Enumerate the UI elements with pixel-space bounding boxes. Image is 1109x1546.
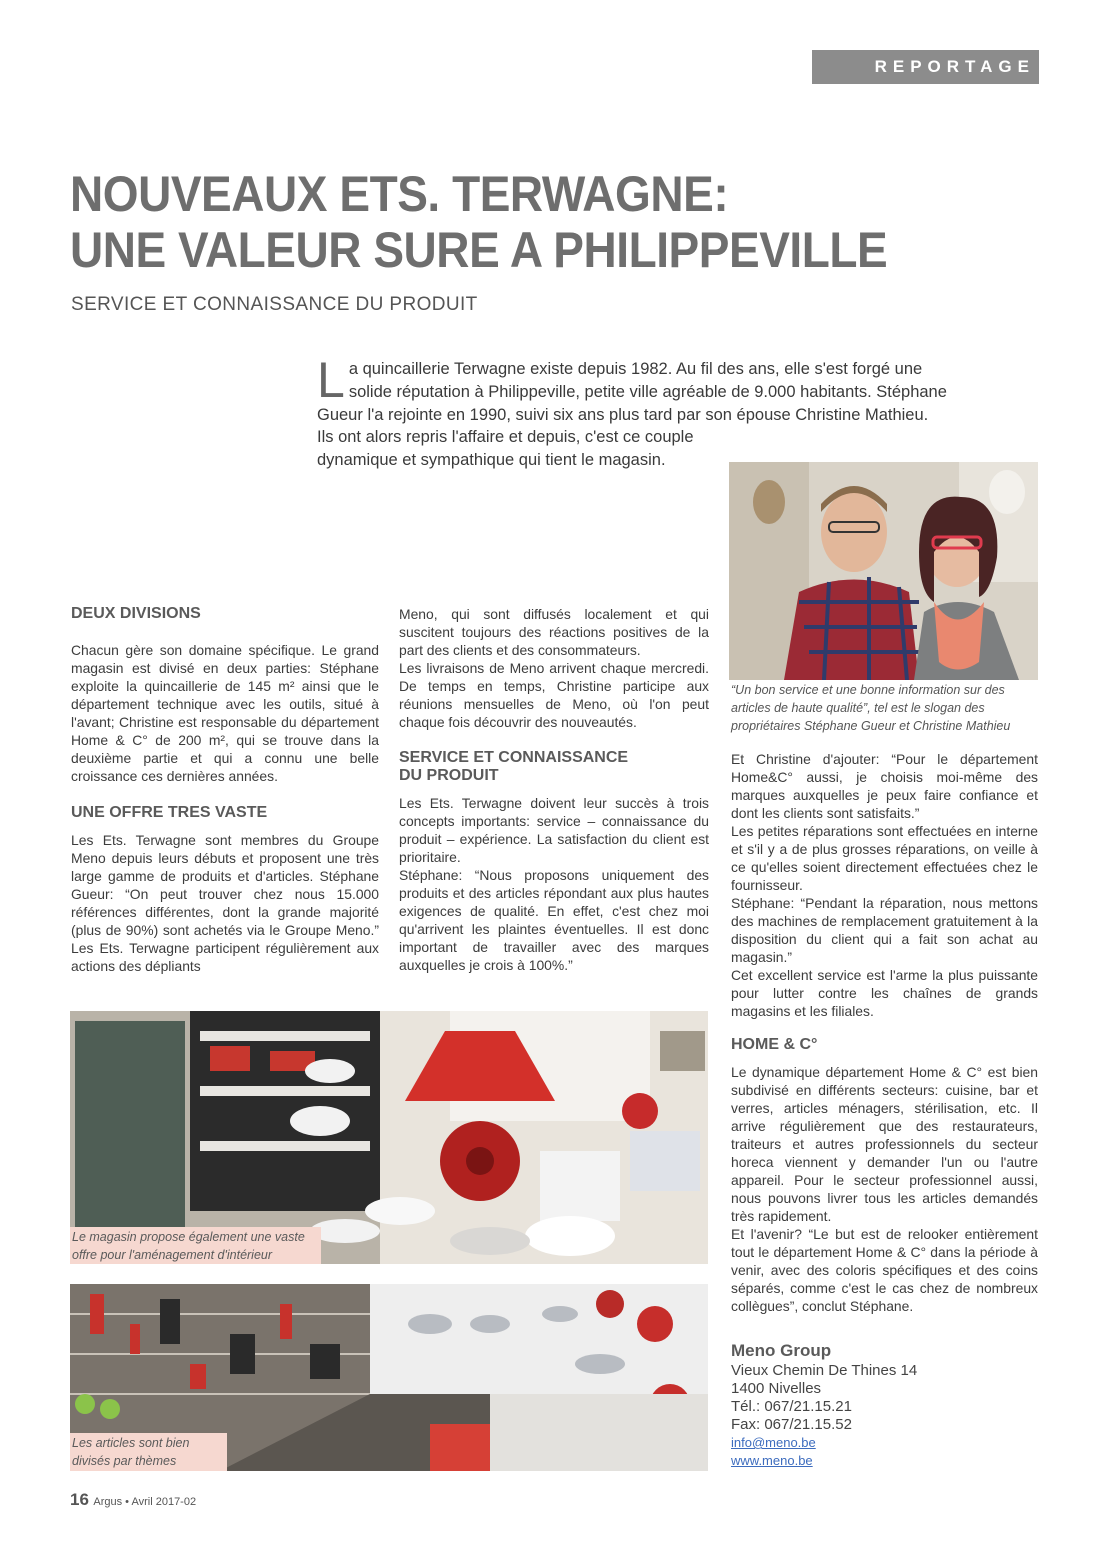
paragraph-stephane-reparation: Stéphane: “Pendant la réparation, nous mettons des machines de remplacement gratuitement à la disposition du client qui a fait son achat au magasin.” — [731, 895, 1038, 965]
column-3 — [731, 750, 1038, 1315]
contact-email-link[interactable]: info@meno.be — [731, 1435, 816, 1450]
paragraph-offre-vaste: Les Ets. Terwagne sont membres du Groupe Meno depuis leurs débuts et proposent une très large gamme de produits et d'articles. Stéphane Gueur: “On peut trouver chez nous 15.000 références différentes, dont la grande majorité (plus de 90%) sont achetés via le Groupe Meno.” Les Ets. Terwagne participent régulièrement aux actions des dépliants — [71, 832, 379, 974]
paragraph-reparations: Les petites réparations sont effectuées en interne et s'il y a de plus grosses réparations, on veille à ce qu'elles soient directement effectuées chez le fournisseur. — [731, 823, 1038, 893]
page-number: 16 — [70, 1490, 89, 1509]
aisle-photo-caption: Les articles sont bien divisés par thèmes — [70, 1433, 227, 1471]
column-1 — [71, 605, 379, 975]
section-tag: REPORTAGE — [812, 50, 1039, 84]
publication-info: Argus • Avril 2017-02 — [93, 1496, 197, 1508]
intro-dropcap: L — [317, 352, 345, 408]
paragraph-avenir: Et l'avenir? “Le but est de relooker entièrement tout le département Home & C° dans la période à venir, avec des coloris spécifiques et des coins séparés, comme c'est le cas chez de nombreux collègues”, conclut Stéphane. — [731, 1226, 1038, 1314]
intro-paragraph-1: a quincaillerie Terwagne existe depuis 1982. Au fil des ans, elle s'est forgé une solide réputation à Philippeville, petite ville agréable de 9.000 habitants. Stéphane Gueur l'a rejointe en 1990, suivi six ans plus tard par son épouse Christine Mathieu. — [317, 360, 947, 424]
heading-service-line-2: DU PRODUIT — [399, 767, 499, 784]
owners-photo — [729, 462, 1038, 680]
headline-line-2: UNE VALEUR SURE A PHILIPPEVILLE — [70, 222, 888, 278]
store-photo-caption: Le magasin propose également une vaste offre pour l'aménagement d'intérieur — [70, 1227, 321, 1264]
contact-tel: Tél.: 067/21.15.21 — [731, 1398, 852, 1415]
page-footer — [70, 1490, 196, 1510]
paragraph-home-co: Le dynamique département Home & C° est bien subdivisé en différents secteurs: cuisine, bar et verres, articles ménagers, stérilisation, etc. Il arrive régulièrement que des restaurateurs, traiteurs et autres professionnels du secteur horeca viennent y demander l'un ou l'autre appareil. Pour le secteur professionnel aussi, nous pouvons livrer tous les articles demandés très rapidement. — [731, 1064, 1038, 1224]
column-2 — [399, 605, 709, 974]
contact-company: Meno Group — [731, 1341, 832, 1360]
paragraph-arme: Cet excellent service est l'arme la plus puissante pour lutter contre les chaînes de grands magasins et les filiales. — [731, 967, 1038, 1019]
contact-street: Vieux Chemin De Thines 14 — [731, 1362, 918, 1379]
contact-fax: Fax: 067/21.15.52 — [731, 1416, 852, 1433]
paragraph-service: Les Ets. Terwagne doivent leur succès à trois concepts importants: service – connaissance du produit – expérience. La satisfaction du client est prioritaire. — [399, 795, 709, 865]
paragraph-meno: Meno, qui sont diffusés localement et qui suscitent toujours des réactions positives de la part des clients et des consommateurs. — [399, 606, 709, 658]
paragraph-livraisons: Les livraisons de Meno arrivent chaque mercredi. De temps en temps, Christine participe aux réunions mensuelles de Meno, où l'on peut chaque fois découvrir des nouveautés. — [399, 660, 709, 730]
paragraph-stephane-quote: Stéphane: “Nous proposons uniquement des produits et des articles répondant aux plus hautes exigences de qualité. En effet, c'est chez moi qu'arrivent les plaintes éventuelles. Il est donc important de travailler avec des marques auxquelles je crois à 100%.” — [399, 867, 709, 973]
headline-line-1: NOUVEAUX ETS. TERWAGNE: — [70, 166, 729, 222]
paragraph-deux-divisions: Chacun gère son domaine spécifique. Le grand magasin est divisé en deux parties: Stéphane exploite la quincaillerie de 145 m² ainsi que le département technique avec les outils, situé à l'avant; Christine est responsable du département Home & C° de 200 m², qui se trouve dans la deuxième partie et qui a connu une belle croissance ces dernières années. — [71, 642, 379, 784]
heading-offre-vaste: UNE OFFRE TRES VASTE — [71, 804, 268, 821]
contact-city: 1400 Nivelles — [731, 1380, 822, 1397]
owners-photo-caption: “Un bon service et une bonne information sur des articles de haute qualité”, tel est le slogan des propriétaires Stéphane Gueur et Christine Mathieu — [731, 683, 1011, 733]
heading-home-co: HOME & C° — [731, 1036, 818, 1053]
heading-deux-divisions: DEUX DIVISIONS — [71, 605, 201, 622]
paragraph-christine-quote: Et Christine d'ajouter: “Pour le département Home&C° aussi, je choisis moi-même des marques auxquelles je peux faire confiance et dont les clients sont satisfaits.” — [731, 751, 1038, 821]
contact-web-link[interactable]: www.meno.be — [731, 1453, 813, 1468]
intro — [317, 352, 957, 472]
contact-block — [731, 1340, 1031, 1470]
subheadline: SERVICE ET CONNAISSANCE DU PRODUIT — [71, 294, 478, 315]
headline — [70, 166, 972, 278]
heading-service-line-1: SERVICE ET CONNAISSANCE — [399, 749, 629, 766]
intro-paragraph-2: Ils ont alors repris l'affaire et depuis, c'est ce couple dynamique et sympathique qui tient le magasin. — [317, 428, 694, 470]
